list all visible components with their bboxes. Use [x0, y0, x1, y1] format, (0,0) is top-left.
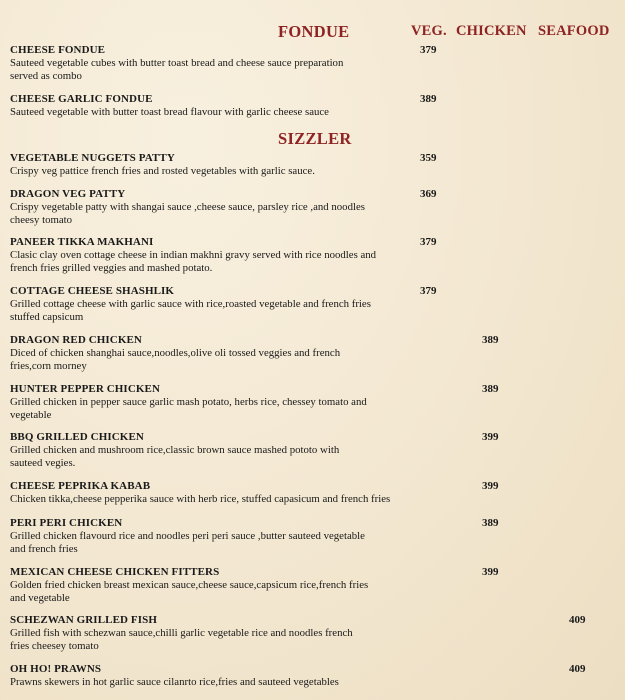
menu-item	[10, 566, 620, 604]
item-name: DRAGON VEG PATTY	[10, 188, 126, 200]
menu-item	[10, 614, 620, 652]
item-name: VEGETABLE NUGGETS PATTY	[10, 152, 175, 164]
item-price-veg: 379	[420, 44, 437, 56]
menu-item	[10, 44, 620, 82]
item-price-chicken: 399	[482, 566, 499, 578]
item-description: Sauteed vegetable with butter toast bread flavour with garlic cheese sauce	[10, 106, 329, 118]
item-description: Crispy vegetable patty with shangai sauce ,cheese sauce, parsley rice ,and noodles cheesy tomato	[10, 201, 365, 226]
item-name: OH HO! PRAWNS	[10, 663, 102, 675]
item-name: SCHEZWAN GRILLED FISH	[10, 614, 157, 626]
item-name: PERI PERI CHICKEN	[10, 517, 123, 529]
item-description: Golden fried chicken breast mexican sauce,cheese sauce,capsicum rice,french fries and vegetable	[10, 579, 369, 604]
item-name: CHEESE PEPRIKA KABAB	[10, 480, 151, 492]
item-name: MEXICAN CHEESE CHICKEN FITTERS	[10, 566, 220, 578]
menu-item	[10, 152, 620, 178]
menu-item	[10, 236, 620, 274]
menu-item	[10, 188, 620, 226]
item-description: Grilled chicken flavourd rice and noodles peri peri sauce ,butter sauteed vegetable and french fries	[10, 530, 365, 555]
item-name: PANEER TIKKA MAKHANI	[10, 236, 154, 248]
item-price-veg: 389	[420, 93, 437, 105]
item-name: COTTAGE CHEESE SHASHLIK	[10, 285, 175, 297]
menu-item	[10, 334, 620, 372]
menu-item	[10, 663, 620, 689]
item-description: Sauteed vegetable cubes with butter toast bread and cheese sauce preparation served as combo	[10, 57, 344, 82]
menu-item	[10, 383, 620, 421]
item-description: Grilled cottage cheese with garlic sauce with rice,roasted vegetable and french fries stuffed capsicum	[10, 298, 371, 323]
item-price-chicken: 399	[482, 431, 499, 443]
menu-item	[10, 480, 620, 506]
menu-item	[10, 93, 620, 119]
item-price-seafood: 409	[569, 614, 586, 626]
column-header-veg: VEG.	[411, 23, 447, 39]
column-header-seafood: SEAFOOD	[538, 23, 610, 39]
item-description: Grilled chicken in pepper sauce garlic mash potato, herbs rice, chessey tomato and vegetable	[10, 396, 367, 421]
item-description: Grilled chicken and mushroom rice,classic brown sauce mashed pototo with sauteed vegies.	[10, 444, 340, 469]
item-price-chicken: 389	[482, 517, 499, 529]
item-price-chicken: 389	[482, 383, 499, 395]
menu-item	[10, 431, 620, 469]
item-name: DRAGON RED CHICKEN	[10, 334, 142, 346]
item-name: BBQ GRILLED CHICKEN	[10, 431, 144, 443]
item-description: Prawns skewers in hot garlic sauce cilanrto rice,fries and sauteed vegetables	[10, 676, 339, 688]
item-description: Diced of chicken shanghai sauce,noodles,olive oli tossed veggies and french fries,corn morney	[10, 347, 341, 372]
menu-page: FONDUE VEG. CHICKEN SEAFOOD CHEESE FONDUE Sauteed vegetable cubes with butter toast bread and cheese sauce preparation served as combo 379 CHEESE GARLIC FONDUE Sauteed vegetable with butter toast bread flavour with garlic cheese sauce 389 SIZZLER VEGETABLE NUGGETS PATTY Crispy veg pattice french fries and rosted vegetables with garlic sauce. 359 DRAGON VEG PATTY Crispy vegetable patty with shangai sauce ,cheese sauce, parsley rice ,and noodles cheesy tomato 369 PANEER TIKKA MAKHANI Clasic clay oven cottage cheese in indian makhni gravy served with rice noodles and french fries grilled veggies and mashed potato. 379 COTTAGE CHEESE SHASHLIK Grilled cottage cheese with garlic sauce with rice,roasted vegetable and french fries stuffed capsicum 379 DRAGON RED CHICKEN Diced of chicken shanghai sauce,noodles,olive oli tossed veggies and french fries,corn morney 389 HUNTER PEPPER CHICKEN Grilled chicken in pepper sauce garlic mash potato, herbs rice, chessey tomato and vegetable 389 BBQ GRILLED CHICKEN Grilled chicken and mushroom rice,classic brown sauce mashed pototo with sauteed vegies. 399 CHEESE PEPRIKA KABAB Chicken tikka,cheese pepperika sauce with herb rice, stuffed capasicum and french fries 399 PERI PERI CHICKEN Grilled chicken flavourd rice and noodles peri peri sauce ,butter sauteed vegetable and french fries 389 MEXICAN CHEESE CHICKEN FITTERS Golden fried chicken breast mexican sauce,cheese sauce,capsicum rice,french fries and vegetable 399 SCHEZWAN GRILLED FISH Grilled fish with schezwan sauce,chilli garlic vegetable rice and noodles french fries cheesey tomato 409 OH HO! PRAWNS Prawns skewers in hot garlic sauce cilanrto rice,fries and sauteed vegetables 409	[0, 0, 625, 700]
item-description: Crispy veg pattice french fries and rosted vegetables with garlic sauce.	[10, 165, 315, 177]
item-price-chicken: 399	[482, 480, 499, 492]
item-price-seafood: 409	[569, 663, 586, 675]
item-price-chicken: 389	[482, 334, 499, 346]
item-description: Clasic clay oven cottage cheese in indian makhni gravy served with rice noodles and french fries grilled veggies and mashed potato.	[10, 249, 377, 274]
item-price-veg: 379	[420, 285, 437, 297]
column-header-chicken: CHICKEN	[456, 23, 527, 39]
item-price-veg: 359	[420, 152, 437, 164]
item-description: Grilled fish with schezwan sauce,chilli garlic vegetable rice and noodles french fries cheesey tomato	[10, 627, 353, 652]
menu-item	[10, 285, 620, 323]
item-name: CHEESE FONDUE	[10, 44, 106, 56]
item-description: Chicken tikka,cheese pepperika sauce with herb rice, stuffed capasicum and french fries	[10, 493, 391, 505]
item-price-veg: 369	[420, 188, 437, 200]
item-name: HUNTER PEPPER CHICKEN	[10, 383, 160, 395]
item-name: CHEESE GARLIC FONDUE	[10, 93, 153, 105]
item-price-veg: 379	[420, 236, 437, 248]
menu-item	[10, 517, 620, 555]
